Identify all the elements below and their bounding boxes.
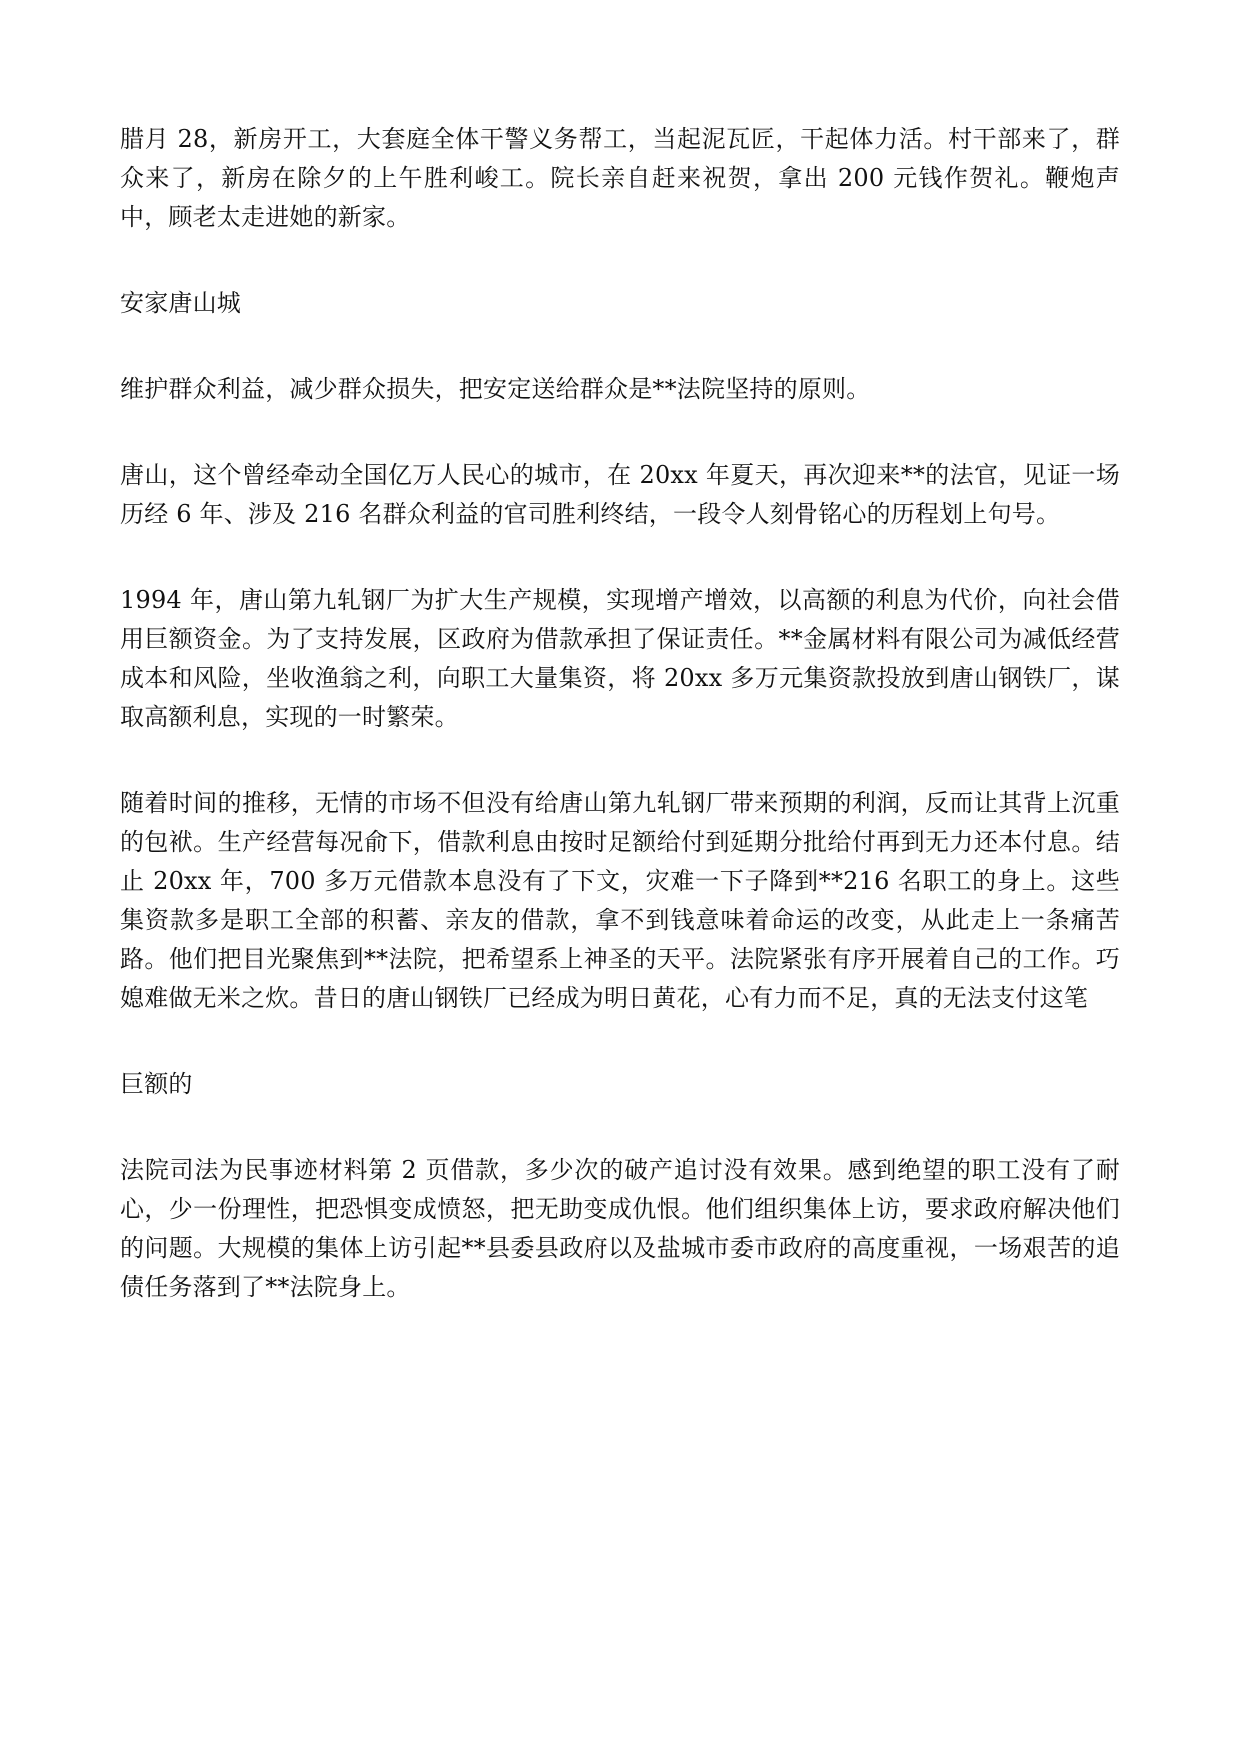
section-heading-tangshan: 安家唐山城: [120, 289, 241, 317]
paragraph-tangshan-case: 唐山，这个曾经牵动全国亿万人民心的城市，在 20xx 年夏天，再次迎来**的法官，见证一场历经 6 年、涉及 216 名群众利益的官司胜利终结，一段令人刻骨铭心的历程划上句号。: [120, 461, 1120, 528]
paragraph-petition: 法院司法为民事迹材料第 2 页借款，多少次的破产追讨没有效果。感到绝望的职工没有了耐心，少一份理性，把恐惧变成愤怒，把无助变成仇恨。他们组织集体上访，要求政府解决他们的问题。大规模的集体上访引起**县委县政府以及盐城市委市政府的高度重视，一场艰苦的追债任务落到了**法院身上。: [120, 1156, 1120, 1301]
document-body: [120, 120, 1120, 1354]
paragraph-market-decline: 随着时间的推移，无情的市场不但没有给唐山第九轧钢厂带来预期的利润，反而让其背上沉重的包袱。生产经营每况俞下，借款利息由按时足额给付到延期分批给付再到无力还本付息。结止 20xx 年，700 多万元借款本息没有了下文，灾难一下子降到**216 名职工的身上。这些集资款多是职工全部的积蓄、亲友的借款，拿不到钱意味着命运的改变，从此走上一条痛苦路。他们把目光聚焦到**法院，把希望系上神圣的天平。法院紧张有序开展着自己的工作。巧媳难做无米之炊。昔日的唐山钢铁厂已经成为明日黄花，心有力而不足，真的无法支付这笔: [120, 789, 1120, 1012]
paragraph-principle: 维护群众利益，减少群众损失，把安定送给群众是**法院坚持的原则。: [120, 375, 871, 403]
paragraph-new-house: 腊月 28，新房开工，大套庭全体干警义务帮工，当起泥瓦匠，干起体力活。村干部来了，群众来了，新房在除夕的上午胜利峻工。院长亲自赶来祝贺，拿出 200 元钱作贺礼。鞭炮声中，顾老太走进她的新家。: [120, 125, 1120, 231]
paragraph-1994-loan: 1994 年，唐山第九轧钢厂为扩大生产规模，实现增产增效，以高额的利息为代价，向社会借用巨额资金。为了支持发展，区政府为借款承担了保证责任。**金属材料有限公司为减低经营成本和风险，坐收渔翁之利，向职工大量集资，将 20xx 多万元集资款投放到唐山钢铁厂，谋取高额利息，实现的一时繁荣。: [120, 586, 1120, 731]
paragraph-fragment-huge: 巨额的: [120, 1070, 193, 1098]
